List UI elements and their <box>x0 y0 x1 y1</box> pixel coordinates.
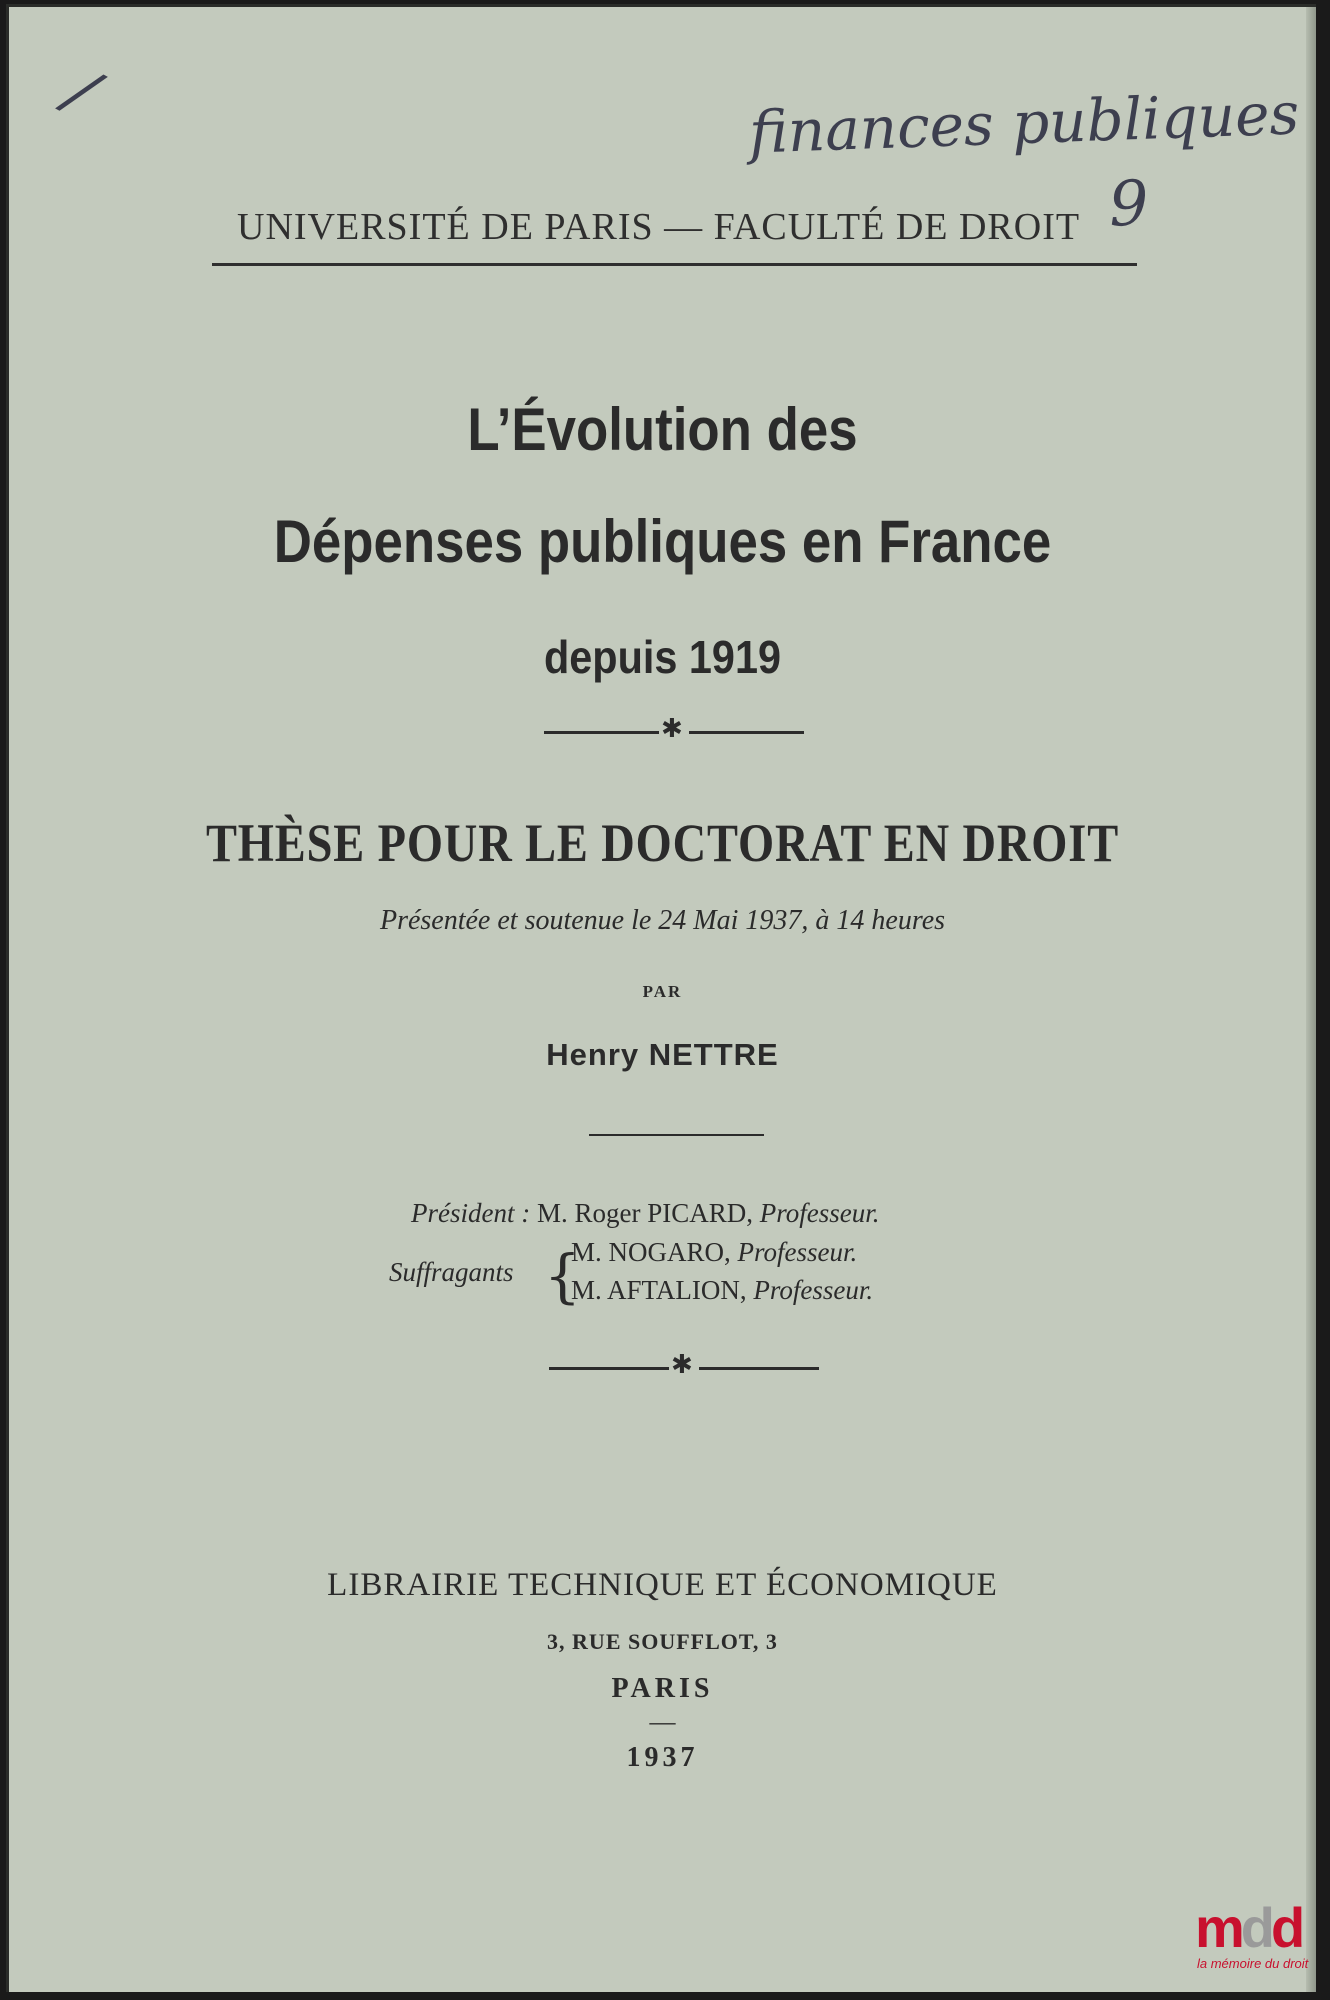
handwritten-note: finances publiques <box>747 79 1301 167</box>
author-name: Henry NETTRE <box>546 1037 779 1072</box>
president-title: Professeur. <box>759 1198 880 1228</box>
title-line-1: L’Évolution des <box>467 396 858 463</box>
university-header: UNIVERSITÉ DE PARIS — FACULTÉ DE DROIT <box>237 206 1081 248</box>
suffragants-label-text: Suffragants <box>389 1257 514 1287</box>
publisher-city: PARIS <box>611 1673 714 1704</box>
by-label: PAR <box>642 982 683 1001</box>
president-label: Président : <box>411 1198 531 1228</box>
jury-member-2 <box>571 1275 873 1306</box>
short-rule <box>589 1134 764 1136</box>
jury-president-row <box>411 1198 880 1229</box>
handwritten-number: 9 <box>1107 166 1150 241</box>
separator-dash: — <box>649 1707 676 1736</box>
member-2-name: M. AFTALION, <box>571 1275 747 1305</box>
handwritten-slash: / <box>54 54 109 130</box>
title-line-2: Dépenses publiques en France <box>273 508 1052 575</box>
jury-member-1 <box>571 1237 857 1268</box>
publisher-address: 3, RUE SOUFFLOT, 3 <box>547 1629 778 1654</box>
thesis-subtitle: Présentée et soutenue le 24 Mai 1937, à 14 heures <box>379 905 946 936</box>
member-1-name: M. NOGARO, <box>571 1237 731 1267</box>
publisher-name: LIBRAIRIE TECHNIQUE ET ÉCONOMIQUE <box>327 1567 998 1603</box>
asterisk-ornament-icon: ✱ <box>671 1350 693 1380</box>
mdd-logo-tagline: la mémoire du droit <box>1197 1956 1309 1971</box>
book-cover <box>6 4 1316 1992</box>
title-line-3: depuis 1919 <box>543 631 782 683</box>
mdd-logo <box>1195 1896 1309 1971</box>
member-2-title: Professeur. <box>753 1275 874 1305</box>
asterisk-ornament-icon: ✱ <box>661 714 683 744</box>
suffragants-label <box>389 1257 514 1288</box>
mdd-logo-mark: mdd <box>1195 1896 1302 1959</box>
president-name: M. Roger PICARD, <box>536 1198 753 1228</box>
publication-year: 1937 <box>626 1742 699 1773</box>
member-1-title: Professeur. <box>737 1237 858 1267</box>
header-rule <box>212 263 1137 266</box>
brace-icon: { <box>544 1242 581 1310</box>
thesis-heading: THÈSE POUR LE DOCTORAT EN DROIT <box>205 813 1120 873</box>
